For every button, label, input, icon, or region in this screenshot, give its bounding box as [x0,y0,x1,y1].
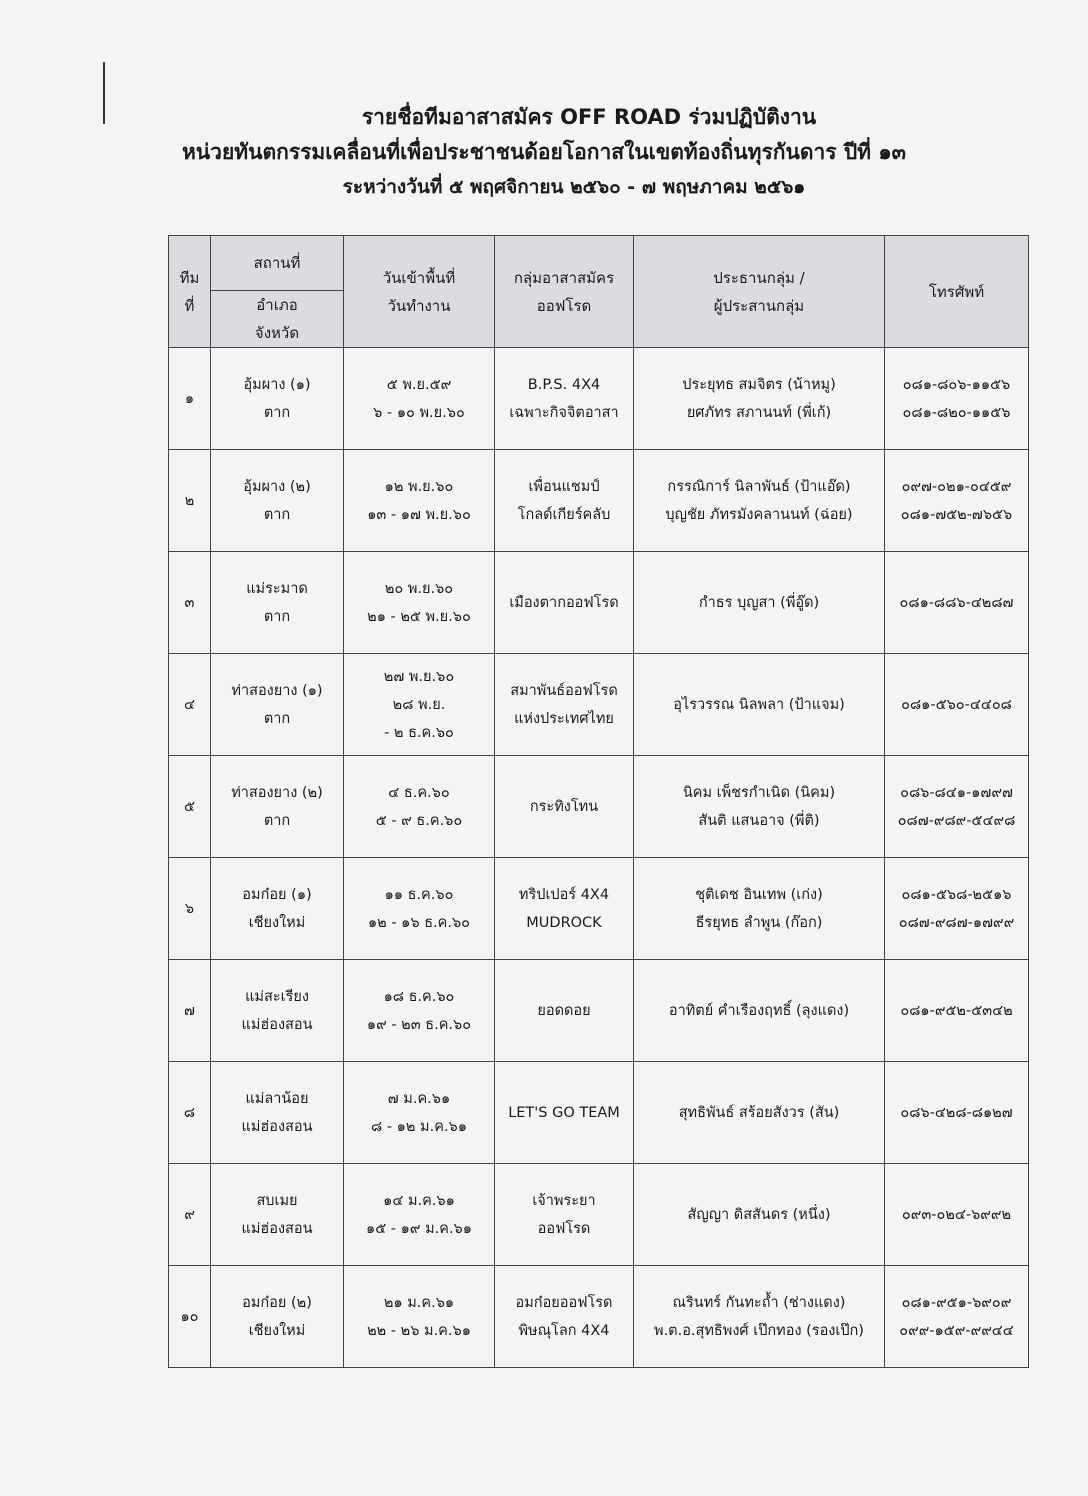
leader-cell: ชุติเดช อินเทพ (เก่ง) ธีรยุทธ ลำพูน (ก๊อก) [634,858,885,960]
dates-cell: ๒๑ ม.ค.๖๑ ๒๒ - ๒๖ ม.ค.๖๑ [344,1266,495,1368]
location-cell: แม่สะเรียง แม่ฮ่องสอน [211,960,344,1062]
team-number-cell: ๙ [169,1164,211,1266]
header-dates: วันเข้าพื้นที่ วันทำงาน [344,236,495,348]
leader-cell: อาทิตย์ คำเรืองฤทธิ์ (ลุงแดง) [634,960,885,1062]
team-number-cell: ๑๐ [169,1266,211,1368]
title-line-2: หน่วยทันตกรรมเคลื่อนที่เพื่อประชาชนด้อยโอกาสในเขตท้องถิ่นทุรกันดาร ปีที่ ๑๓ [181,140,907,164]
table-row [169,756,1029,858]
location-cell: อุ้มผาง (๒) ตาก [211,450,344,552]
header-location: สถานที่ [211,236,344,291]
phone-cell: ๐๘๑-๕๖๐-๔๔๐๘ [885,654,1029,756]
group-cell: ทริปเปอร์ 4X4 MUDROCK [495,858,634,960]
table-row [169,450,1029,552]
location-cell: อุ้มผาง (๑) ตาก [211,348,344,450]
header-team: ทีม ที่ [169,236,211,348]
title-line-3: ระหว่างวันที่ ๕ พฤศจิกายน ๒๕๖๐ - ๗ พฤษภาคม ๒๕๖๑ [342,176,806,198]
leader-cell: สัญญา ดิสสันดร (หนึ่ง) [634,1164,885,1266]
group-cell: ยอดดอย [495,960,634,1062]
group-cell: LET'S GO TEAM [495,1062,634,1164]
phone-cell: ๐๘๖-๔๒๘-๘๑๒๗ [885,1062,1029,1164]
dates-cell: ๗ ม.ค.๖๑ ๘ - ๑๒ ม.ค.๖๑ [344,1062,495,1164]
phone-cell: ๐๘๑-๘๐๖-๑๑๕๖ ๐๘๑-๘๒๐-๑๑๕๖ [885,348,1029,450]
leader-cell: ณรินทร์ กันทะถ้ำ (ช่างแดง) พ.ต.อ.สุทธิพงศ์ เป๊กทอง (รองเป๊ก) [634,1266,885,1368]
table-row [169,654,1029,756]
title-line-1: รายชื่อทีมอาสาสมัคร OFF ROAD ร่วมปฏิบัติงาน [361,105,817,129]
phone-cell: ๐๙๗-๐๒๑-๐๔๕๙ ๐๘๑-๗๕๒-๗๖๕๖ [885,450,1029,552]
volunteer-table [168,235,1029,1368]
team-number-cell: ๘ [169,1062,211,1164]
phone-cell: ๐๘๑-๙๕๒-๕๓๔๒ [885,960,1029,1062]
dates-cell: ๒๗ พ.ย.๖๐ ๒๘ พ.ย. - ๒ ธ.ค.๖๐ [344,654,495,756]
group-cell: B.P.S. 4X4 เฉพาะกิจจิตอาสา [495,348,634,450]
leader-cell: นิคม เพ็ชรกำเนิด (นิคม) สันติ แสนอาจ (พี่ติ) [634,756,885,858]
location-cell: แม่ลาน้อย แม่ฮ่องสอน [211,1062,344,1164]
location-cell: ท่าสองยาง (๒) ตาก [211,756,344,858]
table-row [169,1266,1029,1368]
table-row [169,348,1029,450]
team-number-cell: ๓ [169,552,211,654]
table-row [169,552,1029,654]
location-cell: ท่าสองยาง (๑) ตาก [211,654,344,756]
group-cell: เมืองตากออฟโรด [495,552,634,654]
dates-cell: ๔ ธ.ค.๖๐ ๕ - ๙ ธ.ค.๖๐ [344,756,495,858]
leader-cell: อุไรวรรณ นิลพลา (ป้าแจม) [634,654,885,756]
phone-cell: ๐๘๖-๘๔๑-๑๗๙๗ ๐๘๗-๙๘๙-๕๔๙๘ [885,756,1029,858]
table-header-row [169,236,1029,291]
header-location-sub: อำเภอ จังหวัด [211,291,344,348]
location-cell: อมก๋อย (๒) เชียงใหม่ [211,1266,344,1368]
location-cell: สบเมย แม่ฮ่องสอน [211,1164,344,1266]
dates-cell: ๑๔ ม.ค.๖๑ ๑๕ - ๑๙ ม.ค.๖๑ [344,1164,495,1266]
header-leader: ประธานกลุ่ม / ผู้ประสานกลุ่ม [634,236,885,348]
leader-cell: กำธร บุญสา (พี่อู๊ด) [634,552,885,654]
location-cell: แม่ระมาด ตาก [211,552,344,654]
team-number-cell: ๑ [169,348,211,450]
phone-cell: ๐๘๑-๘๘๖-๔๒๘๗ [885,552,1029,654]
phone-cell: ๐๘๑-๕๖๘-๒๕๑๖ ๐๘๗-๙๘๗-๑๗๙๙ [885,858,1029,960]
group-cell: เพื่อนแชมป์ โกลด์เกียร์คลับ [495,450,634,552]
team-number-cell: ๗ [169,960,211,1062]
table-row [169,960,1029,1062]
team-number-cell: ๖ [169,858,211,960]
header-phone: โทรศัพท์ [885,236,1029,348]
team-number-cell: ๒ [169,450,211,552]
group-cell: สมาพันธ์ออฟโรด แห่งประเทศไทย [495,654,634,756]
table-row [169,1062,1029,1164]
leader-cell: กรรณิการ์ นิลาพันธ์ (ป้าแอ๊ด) บุญชัย ภัทรมังคลานนท์ (ฉ่อย) [634,450,885,552]
header-group: กลุ่มอาสาสมัคร ออฟโรด [495,236,634,348]
dates-cell: ๒๐ พ.ย.๖๐ ๒๑ - ๒๕ พ.ย.๖๐ [344,552,495,654]
dates-cell: ๑๑ ธ.ค.๖๐ ๑๒ - ๑๖ ธ.ค.๖๐ [344,858,495,960]
dates-cell: ๑๘ ธ.ค.๖๐ ๑๙ - ๒๓ ธ.ค.๖๐ [344,960,495,1062]
phone-cell: ๐๘๑-๙๕๑-๖๙๐๙ ๐๙๙-๑๕๙-๙๙๔๔ [885,1266,1029,1368]
document-header [0,100,1088,205]
group-cell: เจ้าพระยา ออฟโรด [495,1164,634,1266]
team-number-cell: ๕ [169,756,211,858]
location-cell: อมก๋อย (๑) เชียงใหม่ [211,858,344,960]
leader-cell: สุทธิพันธ์ สร้อยสังวร (สัน) [634,1062,885,1164]
phone-cell: ๐๙๓-๐๒๔-๖๙๙๒ [885,1164,1029,1266]
table-row [169,1164,1029,1266]
group-cell: กระทิงโทน [495,756,634,858]
group-cell: อมก๋อยออฟโรด พิษณุโลก 4X4 [495,1266,634,1368]
leader-cell: ประยุทธ สมจิตร (น้าหมู) ยศภัทร สภานนท์ (พี่เก้) [634,348,885,450]
dates-cell: ๕ พ.ย.๕๙ ๖ - ๑๐ พ.ย.๖๐ [344,348,495,450]
dates-cell: ๑๒ พ.ย.๖๐ ๑๓ - ๑๗ พ.ย.๖๐ [344,450,495,552]
table-row [169,858,1029,960]
team-number-cell: ๔ [169,654,211,756]
